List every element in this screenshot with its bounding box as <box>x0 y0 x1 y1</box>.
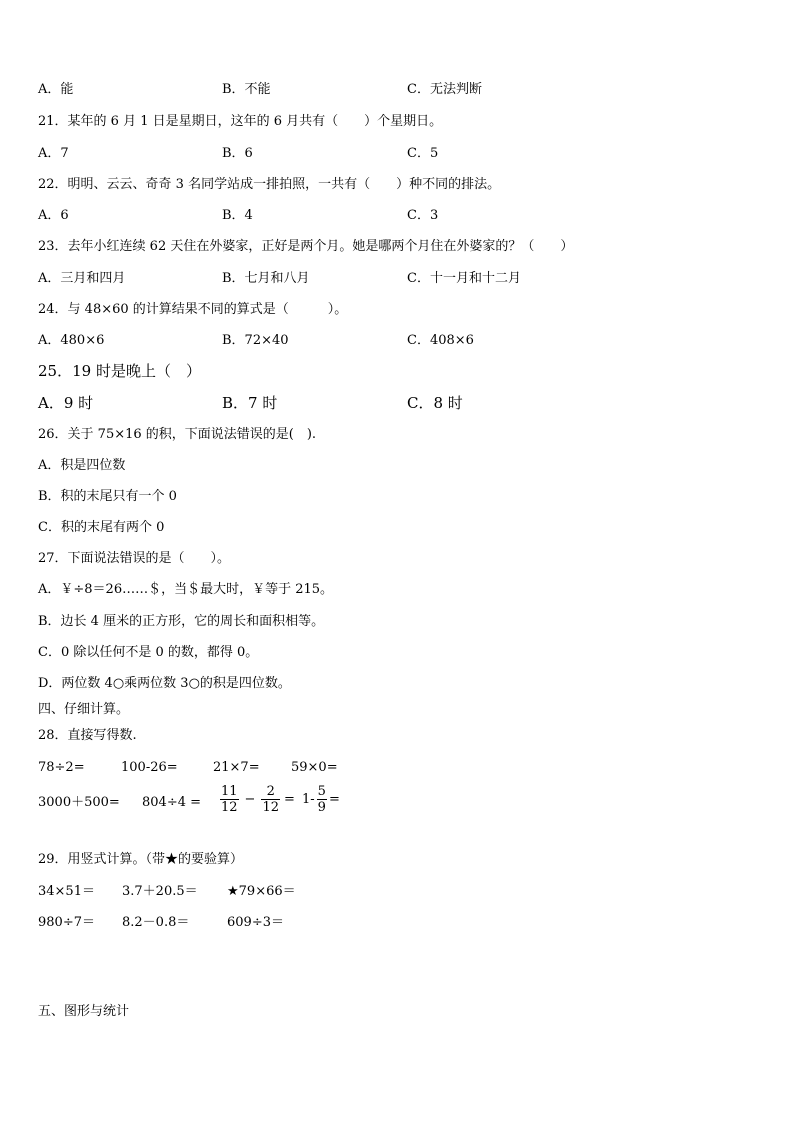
q29-expr-3: ★79×66＝ <box>227 884 296 899</box>
q22-option-c: C．3 <box>407 208 439 223</box>
q28-question: 28．直接写得数. <box>38 728 137 743</box>
q24-question: 24．与 48×60 的计算结果不同的算式是（ ）。 <box>38 302 348 317</box>
section-5-title: 五、图形与统计 <box>38 1004 130 1019</box>
q28-expr-3: 21×7= <box>213 760 260 775</box>
q25-option-b: B．7 时 <box>222 394 278 412</box>
q23-question: 23．去年小红连续 62 天住在外婆家，正好是两个月。她是哪两个月住在外婆家的？（ ） <box>38 239 574 254</box>
q22-option-a: A．6 <box>38 208 69 223</box>
q28-fraction-expr-2 <box>302 784 340 815</box>
equals-sign: = <box>328 792 340 807</box>
q27-option-c: C．0 除以任何不是 0 的数，都得 0。 <box>38 645 259 660</box>
q27-option-b: B．边长 4 厘米的正方形，它的周长和面积相等。 <box>38 614 325 629</box>
q23-option-c: C．十一月和十二月 <box>407 271 521 286</box>
fraction <box>261 784 280 815</box>
q29-expr-4: 980÷7＝ <box>38 915 95 930</box>
fraction <box>220 784 239 815</box>
expr-lead: 1- <box>302 792 315 807</box>
q28-expr-5: 3000＋500= <box>38 795 120 810</box>
fraction-numerator: 2 <box>266 784 275 799</box>
q29-question: 29．用竖式计算。（带★的要验算） <box>38 852 244 867</box>
q26-option-c: C．积的末尾有两个 0 <box>38 520 165 535</box>
fraction-denominator: 12 <box>221 800 238 815</box>
q21-option-a: A．7 <box>38 146 69 161</box>
operator: − <box>244 792 256 807</box>
q23-option-b: B．七月和八月 <box>222 271 310 286</box>
q25-question: 25．19 时是晚上（ ） <box>38 362 201 380</box>
q29-expr-1: 34×51＝ <box>38 884 95 899</box>
q26-option-b: B．积的末尾只有一个 0 <box>38 489 177 504</box>
q24-option-c: C．408×6 <box>407 333 474 348</box>
q24-option-b: B．72×40 <box>222 333 289 348</box>
q26-question: 26．关于 75×16 的积，下面说法错误的是( ). <box>38 427 317 442</box>
fraction-denominator: 12 <box>262 800 279 815</box>
fraction-numerator: 5 <box>317 784 326 799</box>
q28-expr-2: 100-26= <box>121 760 178 775</box>
q27-question: 27．下面说法错误的是（ ）。 <box>38 551 231 566</box>
q22-option-b: B．4 <box>222 208 253 223</box>
q20-option-c: C．无法判断 <box>407 82 482 97</box>
q29-expr-6: 609÷3＝ <box>227 915 284 930</box>
fraction-denominator: 9 <box>317 800 326 815</box>
q28-expr-4: 59×0= <box>291 760 338 775</box>
fraction <box>317 784 327 815</box>
q21-option-c: C．5 <box>407 146 439 161</box>
q20-option-b: B．不能 <box>222 82 271 97</box>
q21-question: 21．某年的 6 月 1 日是星期日，这年的 6 月共有（ ）个星期日。 <box>38 114 443 129</box>
q21-option-b: B．6 <box>222 146 253 161</box>
q28-fraction-expr-1 <box>220 784 295 815</box>
q28-expr-6: 804÷4 = <box>142 795 202 810</box>
q27-option-d: D．两位数 4○乘两位数 3○的积是四位数。 <box>38 676 291 691</box>
q20-option-a: A．能 <box>38 82 74 97</box>
fraction-numerator: 11 <box>221 784 238 799</box>
equals-sign: = <box>284 792 295 807</box>
q25-option-a: A．9 时 <box>38 394 94 412</box>
q29-expr-2: 3.7＋20.5＝ <box>122 884 198 899</box>
q25-option-c: C．8 时 <box>407 394 463 412</box>
q28-expr-1: 78÷2= <box>38 760 85 775</box>
q24-option-a: A．480×6 <box>38 333 105 348</box>
q22-question: 22．明明、云云、奇奇 3 名同学站成一排拍照，一共有（ ）种不同的排法。 <box>38 177 501 192</box>
q27-option-a: A．￥÷8＝26……＄，当＄最大时，￥等于 215。 <box>38 582 334 597</box>
q29-expr-5: 8.2－0.8＝ <box>122 915 190 930</box>
q26-option-a: A．积是四位数 <box>38 458 126 473</box>
q23-option-a: A．三月和四月 <box>38 271 126 286</box>
section-4-title: 四、仔细计算。 <box>38 702 130 717</box>
